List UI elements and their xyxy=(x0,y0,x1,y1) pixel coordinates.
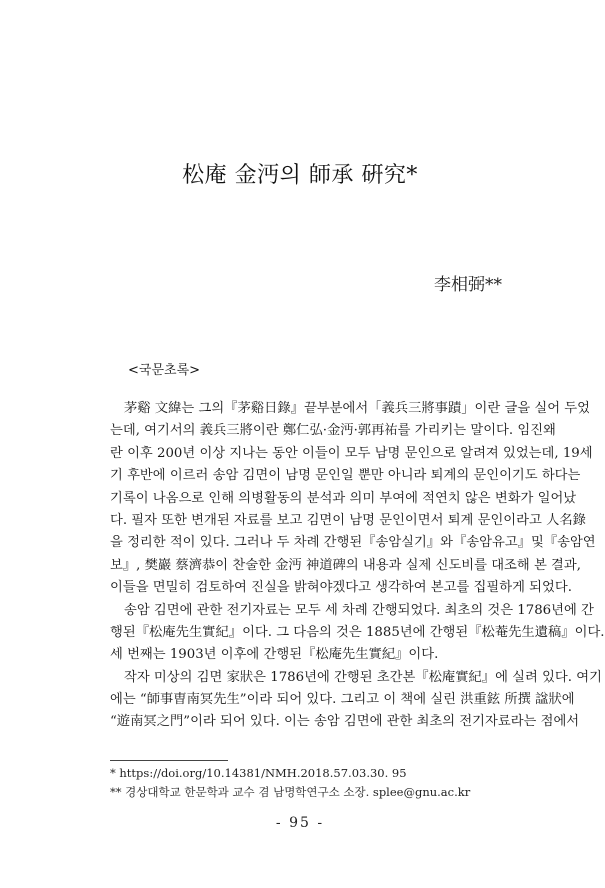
body-line: 기록이 나옴으로 인해 의병활동의 분석과 의미 부여에 적연치 않은 변화가 일어났 xyxy=(110,490,577,506)
body-line: 에는 “師事曺南冥先生”이라 되어 있다. 그리고 이 책에 실린 洪重鉉 所撰 諡狀에 xyxy=(110,692,575,708)
body-line: 보』, 樊巖 蔡濟恭이 찬술한 金沔 神道碑의 내용과 실제 신도비를 대조해 본 결과, xyxy=(110,557,581,573)
author-name: 李相弼** xyxy=(434,275,502,295)
body-line: 송암 김면에 관한 전기자료는 모두 세 차례 간행되었다. 최초의 것은 1786년에 간 xyxy=(124,602,594,618)
paper-title: 松庵 金沔의 師承 硏究* xyxy=(182,163,418,188)
body-line: 란 이후 200년 이상 지나는 동안 이들이 모두 남명 문인으로 알려져 있었는데, 19세 xyxy=(110,445,593,461)
body-line: 을 정리한 적이 있다. 그러나 두 차례 간행된『송암실기』와『송암유고』및『송암연 xyxy=(110,535,596,551)
page-number: - 95 - xyxy=(275,815,325,831)
body-line: 기 후반에 이르러 송암 김면이 남명 문인일 뿐만 아니라 퇴계의 문인이기도 하다는 xyxy=(110,468,581,484)
footnote-author-affiliation: ** 경상대학교 한문학과 교수 겸 남명학연구소 소장. splee@gnu.ac.kr xyxy=(110,785,471,799)
body-line: 는데, 여기서의 義兵三將이란 鄭仁弘·金沔·郭再祐를 가리키는 말이다. 임진왜 xyxy=(110,423,556,439)
body-line: “遊南冥之門”이라 되어 있다. 이는 송암 김면에 관한 최초의 전기자료라는 점에서 xyxy=(110,714,580,730)
body-line: 다. 필자 또한 변개된 자료를 보고 김면이 남명 문인이면서 퇴계 문인이라고 人名錄 xyxy=(110,512,586,528)
body-line: 이들을 면밀히 검토하여 진실을 밝혀야겠다고 생각하여 본고를 집필하게 되었다. xyxy=(110,580,572,596)
footnote-divider xyxy=(110,760,228,761)
body-line: 세 번째는 1903년 이후에 간행된『松庵先生實紀』이다. xyxy=(110,647,439,663)
abstract-body xyxy=(110,398,605,734)
body-line: 茅谿 文緯는 그의『茅谿日錄』끝부분에서「義兵三將事蹟」이란 글을 실어 두었 xyxy=(124,401,590,416)
body-line: 작자 미상의 김면 家狀은 1786년에 간행된 초간본『松庵實紀』에 실려 있다. 여기 xyxy=(124,669,602,685)
footnote-doi: * https://doi.org/10.14381/NMH.2018.57.03.30. 95 xyxy=(110,766,407,780)
body-line: 행된『松庵先生實紀』이다. 그 다음의 것은 1885년에 간행된『松菴先生遺稿』이다. xyxy=(110,624,605,640)
abstract-heading: <국문초록> xyxy=(128,363,201,378)
